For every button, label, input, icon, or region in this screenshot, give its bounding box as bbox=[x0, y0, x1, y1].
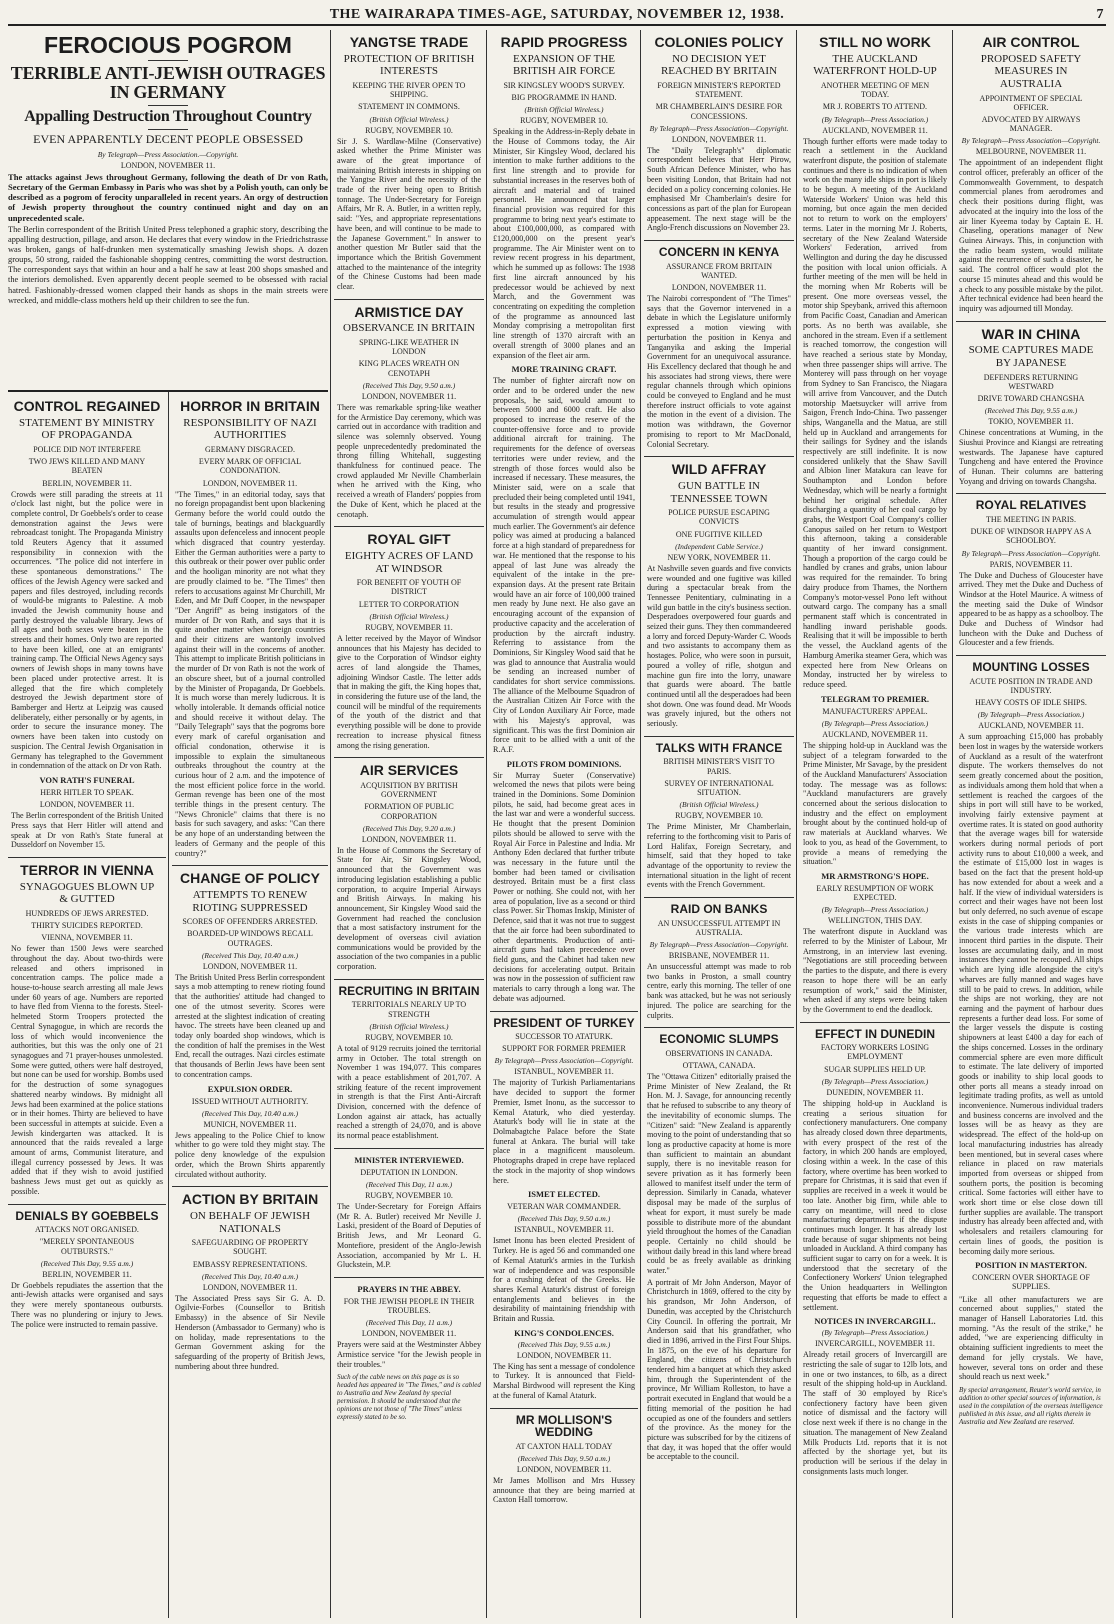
deck: DEFENDERS RETURNING WESTWARD bbox=[983, 372, 1079, 391]
story-terror-vienna bbox=[8, 858, 166, 1205]
source-line: (Received This Day, 10.40 a.m.) bbox=[201, 1108, 299, 1118]
article-body: At Nashville seven guards and five convicts were wounded and one fugitive was killed during a spectacular break from the Tennessee Penitentiary, culminating in a wild gun battle in the city's business section. Desperadoes overpowered four guards and seized their guns. They then commandeered a lorry and forced Deputy-Warder C. Woods and two assistants to accompany them as hostages. Police, who were soon in pursuit, poured a volley of rifle, shotgun and machine gun fire into the lorry, unaware that guards were aboard. The battle continued until all the desperadoes had been shot down. One was found dead. Mr Woods was gravely injured, but the others not seriously. bbox=[647, 563, 791, 729]
article-body: The Berlin correspondent of the British United Press says that Herr Hitler will attend and speak at Dr von Rath's State funeral at Dusseldorf on November 15. bbox=[11, 811, 163, 850]
source-line: By Telegraph—Press Association—Copyright. bbox=[649, 123, 789, 133]
article-body: Sir Murray Sueter (Conservative) welcomed the news that pilots were being trained in the Dominions. Some Dominion pilots, he said, had become great aces in the last war and were a wonderful success. He thought that the present Dominion pilots should be allowed to serve with the Royal Air Force in Palestine and India. Mr Anthony Eden declared that further tribute was necessary in the future until the bomber had been tamed or civilisation destroyed. Britain must be a first class Power or nothing. She could not, with her area of population, live as a second or third class Power. Sir Thomas Inskip, Minister of Defence, said that it was not true to suggest that the air force had been subordinated to other departments. Production of anti-aircraft guns had taken precedence over field guns, and the Cabinet had taken new decisions for accelerating output. Britain was now in the possession of sufficient raw materials to carry through a long war. The debate was adjourned. bbox=[493, 770, 635, 1003]
subheading: KING'S CONDOLENCES. bbox=[514, 1327, 614, 1338]
deck: MR J. ROBERTS TO ATTEND. bbox=[822, 102, 928, 112]
deck: EXPANSION OF THE BRITISH AIR FORCE bbox=[512, 52, 616, 78]
story-air-control bbox=[956, 30, 1106, 322]
dateline: BERLIN, NOVEMBER 11. bbox=[42, 1269, 132, 1279]
source-line: (British Official Wireless.) bbox=[369, 114, 449, 124]
deck: FOREIGN MINISTER'S REPORTED STATEMENT. bbox=[657, 80, 781, 100]
article-body: An unsuccessful attempt was made to rob two banks in Proston, a small country centre, early this morning. The teller of one bank was attacked, but he was not seriously injured. The police are searching for the culprits. bbox=[647, 961, 791, 1020]
deck: OBSERVANCE IN BRITAIN bbox=[343, 322, 475, 335]
dateline: BRISBANE, NOVEMBER 11. bbox=[668, 950, 770, 960]
deck: SCORES OF OFFENDERS ARRESTED. bbox=[182, 917, 318, 927]
dateline: PARIS, NOVEMBER 11. bbox=[989, 559, 1073, 569]
dateline: DUNEDIN, NOVEMBER 11. bbox=[826, 1087, 924, 1097]
headline: TALKS WITH FRANCE bbox=[655, 740, 783, 755]
subheading: MR ARMSTRONG'S HOPE. bbox=[821, 870, 929, 881]
article-body: Dr Goebbels repudiates the assertion that the anti-Jewish attacks were organised and says they were merely spontaneous outbursts. There was no plundering or injury to Jews. The police were instructed to remain passive. bbox=[11, 1280, 163, 1329]
source-line: (Received This Day, 9.50 a.m.) bbox=[517, 1214, 611, 1224]
divider bbox=[148, 129, 188, 130]
deck: PROPOSED SAFETY MEASURES IN AUSTRALIA bbox=[980, 52, 1082, 90]
deck: SAFEGUARDING OF PROPERTY SOUGHT. bbox=[191, 1238, 309, 1257]
deck: DRIVE TOWARD CHANGSHA bbox=[977, 393, 1085, 403]
deck: TERRITORIALS NEARLY UP TO STRENGTH bbox=[351, 1000, 467, 1019]
headline: RAPID PROGRESS bbox=[500, 34, 628, 50]
headline: AIR SERVICES bbox=[359, 762, 459, 779]
column-4 bbox=[490, 30, 638, 1618]
deck: STATEMENT BY MINISTRY OF PROPAGANDA bbox=[18, 416, 156, 442]
subheading: TELEGRAM TO PREMIER. bbox=[820, 693, 930, 704]
divider bbox=[148, 105, 188, 106]
subheading: EXPULSION ORDER. bbox=[207, 1083, 293, 1094]
column-rule bbox=[486, 30, 487, 1618]
story-action-britain bbox=[172, 1187, 328, 1378]
deck: DUKE OF WINDSOR HAPPY AS A SCHOOLBOY. bbox=[970, 527, 1092, 546]
dateline: OTTAWA, CANADA. bbox=[682, 1060, 756, 1070]
masthead bbox=[8, 6, 1106, 26]
page-number: 7 bbox=[1096, 7, 1104, 22]
source-line: By Telegraph—Press Association—Copyright. bbox=[961, 548, 1101, 558]
headline: PRESIDENT OF TURKEY bbox=[493, 1015, 635, 1030]
source-line: (By Telegraph—Press Association.) bbox=[821, 114, 929, 124]
source-line: By Telegraph—Press Association—Copyright. bbox=[961, 136, 1101, 146]
deck: LETTER TO CORPORATION bbox=[358, 599, 460, 609]
article-body: In the House of Commons the Secretary of State for Air, Sir Kingsley Wood, announced that the Government was introducing legislation establishing a public corporation, to acquire Imperial Airways and British Airways. In making his announcement, Sir Kingsley Wood said the Government had reached the conclusion that a most satisfactory instrument for the development of overseas civil aviation communications would be provided by the association of the two companies in a public corporation. bbox=[337, 845, 481, 972]
column-6 bbox=[800, 30, 950, 1618]
story-control-regained bbox=[8, 394, 166, 858]
story-war-china bbox=[956, 322, 1106, 495]
deck: ADVOCATED BY AIRWAYS MANAGER. bbox=[981, 114, 1081, 134]
source-line: (British Official Wireless.) bbox=[369, 1021, 449, 1031]
deck: TERRIBLE ANTI-JEWISH OUTRAGES IN GERMANY bbox=[10, 63, 326, 103]
deck: THE MEETING IN PARIS. bbox=[986, 514, 1076, 524]
headline: MR MOLLISON'S WEDDING bbox=[515, 1412, 613, 1440]
dateline: BERLIN, NOVEMBER 11. bbox=[42, 478, 132, 488]
deck: SUGAR SUPPLIES HELD UP. bbox=[824, 1064, 926, 1074]
deck: VETERAN WAR COMMANDER. bbox=[507, 1202, 621, 1212]
deck: FOR BENEFIT OF YOUTH OF DISTRICT bbox=[356, 578, 462, 597]
dateline: LONDON, NOVEMBER 11. bbox=[120, 160, 216, 170]
source-line: (Received This Day, 9.55 a.m.) bbox=[984, 406, 1078, 416]
subheading: PILOTS FROM DOMINIONS. bbox=[506, 758, 622, 769]
deck: MANUFACTURERS' APPEAL. bbox=[822, 706, 928, 716]
article-body: A letter received by the Mayor of Windsor announces that his Majesty has decided to give to the Corporation of Windsor eighty acres of land alongside the Thames, adjoining Windsor Castle. The letter adds that in making the gift, the King hopes that, in considering the future use of the land, the council will be mindful of the requirements of the youth of the district and that everything possible will be done to provide recreation to increase physical fitness among the rising generation. bbox=[337, 633, 481, 750]
headline: ACTION BY BRITAIN bbox=[181, 1191, 319, 1208]
deck: GUN BATTLE IN TENNESSEE TOWN bbox=[670, 479, 768, 505]
article-body: The Nairobi correspondent of "The Times" says that the Governor intervened in a debate in which the Legislature uniformly expressed a motion viewing with perturbation the position in Kenya and Tanganyika and asking the Imperial Government for an unequivocal assurance. His Excellency declared that though he and his associates had strong views, there were regular channels through which opinions could be conveyed to England and he must therefore instruct officials to vote against the motion in the event of a division. The motion was withdrawn, the Governor promising to report to Mr MacDonald, Colonial Secretary. bbox=[647, 294, 791, 449]
article-body: The shipping hold-up in Auckland is creating a serious situation for confectionery manufacturers. One company has already closed down three departments, with every prospect of the rest of the factory, in which 200 hands are employed, closing within a week. In the case of this factory, where overtime has been worked to prepare for Christmas, it is said that even if supplies are received in a week it would be too late. Another big firm, while able to carry on meantime, will need to close manufacturing departments if the dispute continues much longer. It has already lost trade because of sugar shipments not being unloaded in Auckland. A third company has sufficient sugar to carry on for a week. It is understood that the secretary of the Confectionery Workers' Union telegraphed the Union headquarters in Wellington requesting that efforts be made to effect a settlement. bbox=[803, 1098, 947, 1312]
article-body: Sir J. S. Wardlaw-Milne (Conservative) asked whether the Prime Minister was aware of the great importance of maintaining British interests in shipping on the Yangtse River and the necessity of the trade of the river being open to British tonnage. The Under-Secretary for Foreign Affairs, Mr R. A. Butler, in a written reply, said: "Yes, and appropriate representations have been, and will continue to be made to the Japanese Government." In answer to another question Mr Butler said that the importance which the British Government attached to the maintenance of the integrity of the Chinese Customs had been made clear. bbox=[337, 136, 481, 292]
story-horror-britain bbox=[172, 394, 328, 866]
deck: PROTECTION OF BRITISH INTERESTS bbox=[343, 52, 475, 78]
story-still-no-work bbox=[800, 30, 950, 1023]
column-rule bbox=[330, 30, 331, 1618]
headline: STILL NO WORK bbox=[819, 34, 931, 50]
deck: Appalling Destruction Throughout Country bbox=[24, 107, 312, 125]
article-body: The shipping hold-up in Auckland was the subject of a telegram forwarded to the Prime Minister, Mr Savage, by the president of the Auckland Manufacturers' Association today. The message was as follows: "Auckland manufacturers are gravely concerned about the serious dislocation to industry and the effect on employment brought about by the continued hold-up of raw materials at Auckland wharves. We look to you, as head of the Government, to provide a means of remedying the situation." bbox=[803, 740, 947, 867]
story-ferocious-pogrom bbox=[8, 30, 328, 392]
article-body: A total of 9129 recruits joined the territorial army in October. The total strength on November 1 was 194,077. This compares with a peace establishment of 201,707. A striking feature of the recent improvement in strength is that the First Anti-Aircraft Division, concerned with the defence of London against air attack, has actually reached a strength of 24,070, and is above its normal peace establishment. bbox=[337, 1043, 481, 1141]
headline: ROYAL GIFT bbox=[367, 531, 451, 548]
deck: THIRTY SUICIDES REPORTED. bbox=[31, 921, 143, 931]
deck: DEPUTATION IN LONDON. bbox=[360, 1167, 458, 1177]
dateline: MELBOURNE, NOVEMBER 11. bbox=[975, 147, 1087, 157]
article-body: The number of fighter aircraft now on order and to be ordered under the new proposals, he said, would amount to between 5000 and 6000 craft. He also proposed to increase the reserve of the counter-offensive force and to provide additional aircraft for training. The requirements for the defence of overseas territories were under review, and the strength of those forces would also be increased if necessary. These measures, the Minister said, were on a scale that precluded their being completed until 1941, but results in the steady and progressive accumulation of strength would appear much earlier. The Government's air defence policy was aimed at producing a balanced force at a high standard of preparedness for war. He mentioned that the response to his appeal of last June was already the equivalent of the intake in the pre-expansion days. At the present rate Britain would have an air force of 100,000 trained men ready by June next. He also gave an encouraging account of the expansion of productive capacity and the acceleration of production by the aircraft industry. Referring to assistance from the Dominions, Sir Kingsley Wood said that he was glad to announce that Australia would be sending an increased number of candidates for short service commissions. The alliance of the Melbourne Squadron of the Australian Citizen Air Force with the City of London Auxiliary Air Force, made with his Majesty's approval, was significant. This was the first Dominion air force unit to be allied with a unit of the R.A.F. bbox=[493, 376, 635, 754]
article-body: The Prime Minister, Mr Chamberlain, referring to the forthcoming visit to Paris of Lord Halifax, Foreign Secretary, and himself, said that they hoped to take advantage of the opportunity to review the international situation in the light of recent events with the French Government. bbox=[647, 822, 791, 890]
story-armistice-day bbox=[334, 300, 484, 528]
source-line: (By Telegraph—Press Association.) bbox=[821, 1076, 929, 1086]
dateline: LONDON, NOVEMBER 11. bbox=[671, 283, 767, 293]
deck: NO DECISION YET REACHED BY BRITAIN bbox=[660, 52, 778, 78]
deck: BRITISH MINISTER'S VISIT TO PARIS. bbox=[663, 757, 775, 776]
deck: BOARDED-UP WINDOWS RECALL OUTRAGES. bbox=[187, 929, 313, 948]
deck: CONCERN OVER SHORTAGE OF SUPPLIES. bbox=[972, 1273, 1090, 1292]
deck: AN UNSUCCESSFUL ATTEMPT IN AUSTRALIA. bbox=[657, 918, 781, 937]
headline: RAID ON BANKS bbox=[670, 902, 768, 917]
article-body: A portrait of Mr John Anderson, Mayor of Christchurch in 1869, offered to the city by his grandson, Mr John Anderson, of Dunedin, was accepted by the Christchurch City Council. In offering the portrait, Mr Anderson said that his grandfather, who died in 1896, arrived in the First Four Ships. In 1875, on the eve of his departure for England, the citizens of Christchurch tendered him a banquet at which they asked him, through the Superintendent of the province, Mr William Rolleston, to have a portrait executed in England that would be a fitting memorial of the position he had occupied as one of the founders and settlers of the province. As the money for the picture was subscribed for by the citizens of that day, it was hoped that the offer would be acceptable to the council. bbox=[647, 1277, 791, 1462]
source-line: By Telegraph—Press Association—Copyright. bbox=[494, 1056, 634, 1066]
article-body: The waterfront dispute in Auckland was referred to by the Minister of Labour, Mr Armstrong, in an interview last evening. "Negotiations are still proceeding between the parties to the dispute, and there is every reason to hope there will be an early resumption of work," said the Minister, when asked if any steps were being taken by the Government to end the deadlock. bbox=[803, 927, 947, 1014]
dateline: WELLINGTON, THIS DAY. bbox=[828, 916, 922, 926]
source-line: (British Official Wireless.) bbox=[524, 105, 604, 115]
deck: SPRING-LIKE WEATHER IN LONDON bbox=[359, 338, 459, 357]
article-body: The British United Press Berlin correspondent says a mob attempting to renew rioting found that the authorities' attitude had changed to one of the utmost severity. Scores were arrested at the slightest indication of creating havoc. The streets have been cleaned up and today only boarded shop windows, which is the condition of half the premises in the West End, recall the outrages. Nazi circles estimate that thousands of Berlin Jews have been sent to concentration camps. bbox=[175, 972, 325, 1079]
dateline: ISTANBUL, NOVEMBER 11. bbox=[514, 1067, 614, 1077]
article-body: The Berlin correspondent of the British United Press telephoned a graphic story, describing the appalling destruction, pillage, and arson. He declares that every window in the Friedrichstrasse was broken, gangs of half-drunken men systematically smashing Jewish shops. A dozen groups, 50 strong, raided the fashionable shopping centres, committing the worst destruction. The correspondent says that within an hour and a half he saw at least 200 shops smashed and the interiors demolished. Even apparently decent people seemed to be obsessed with racial hatred. Fashionably-dressed women clapped their hands as shops in the main streets were wrecked, and middle-class mothers held up their children to see the fun. bbox=[8, 225, 328, 305]
story-mollison-wedding bbox=[490, 1409, 638, 1512]
dateline: NEW YORK, NOVEMBER 11. bbox=[667, 552, 771, 562]
headline: CHANGE OF POLICY bbox=[179, 870, 320, 887]
deck: FORMATION OF PUBLIC CORPORATION bbox=[364, 802, 454, 821]
article-lead: The attacks against Jews throughout Germany, following the death of Dr von Rath, Secretary of the German Embassy in Paris who was shot by a Polish youth, can only be described as a pogrom of ferocity unparalleled in recent years. An orgy of destruction of Jewish property throughout the country continued night and day on an unprecedented scale. bbox=[8, 171, 328, 223]
article-body: The majority of Turkish Parliamentarians have decided to support the former Premier, Ismet Inonu, as the successor to Kemal Ataturk, who died yesterday. Ataturk's body will lie in state at the Dolmabagtche Palace before the State funeral at Ankara. The burial will take place in a magnificent mausoleum. Photographs draped in crepe have replaced the stock in the majority of shop windows here. bbox=[493, 1078, 635, 1185]
headline: ECONOMIC SLUMPS bbox=[659, 1032, 779, 1047]
story-minister-interviewed bbox=[334, 1149, 484, 1278]
story-royal-gift bbox=[334, 527, 484, 758]
deck: "MERELY SPONTANEOUS OUTBURSTS." bbox=[39, 1237, 135, 1256]
dateline: RUGBY, NOVEMBER 10. bbox=[365, 125, 453, 135]
deck: ISSUED WITHOUT AUTHORITY. bbox=[191, 1096, 309, 1106]
article-body: The "Ottawa Citizen" editorially praised the Prime Minister of New Zealand, the Rt Hon. M. J. Savage, for announcing recently that he refused to subscribe to any theory of the inevitability of economic slumps. The "Citizen" said: "New Zealand is apparently moving to the point of understanding that so long as productive capacity at home is more than sufficient to maintain an abundant supply, there is no inevitable reason for severe privation as it has formerly been allowed to manifest itself under the term of depression. Similarly in Canada, whatever disposal may be made of the surplus of wheat for export, it must surely be made possible to distribute more of the abundant yield throughout the homes of the Canadian people. Certainly no child should be without daily bread in this land where bread could be as freely available as drinking water." bbox=[647, 1071, 791, 1276]
deck: ATTEMPTS TO RENEW RIOTING SUPPRESSED bbox=[192, 888, 308, 914]
deck: AT CAXTON HALL TODAY bbox=[515, 1441, 613, 1451]
dateline: LONDON, NOVEMBER 11. bbox=[202, 1282, 298, 1292]
deck: SYNAGOGUES BLOWN UP & GUTTED bbox=[19, 880, 155, 906]
deck: ACUTE POSITION IN TRADE AND INDUSTRY. bbox=[969, 676, 1093, 695]
column-7 bbox=[956, 30, 1106, 1618]
deck: EMBASSY REPRESENTATIONS. bbox=[192, 1259, 308, 1269]
column-5 bbox=[644, 30, 794, 1618]
subheading: ISMET ELECTED. bbox=[527, 1189, 601, 1200]
story-rapid-progress bbox=[490, 30, 638, 1012]
dateline: RUGBY, NOVEMBER 10. bbox=[520, 116, 608, 126]
subheading: PRAYERS IN THE ABBEY. bbox=[357, 1283, 461, 1294]
article-body: "The Times," in an editorial today, says that no foreign propagandist bent upon blackening Germany before the world could outdo the tale of burnings, beatings and blackguardly assaults upon defenceless and innocent people which disgraced that country yesterday. Either the German authorities were a party to this outbreak or their power over public order and the hooligan minority are not what they are proudly claimed to be. "The Times" then refers to accusations against Mr Churchill, Mr Eden, and Mr Duff Cooper, in the newspaper "Der Angriff" as being instigators of the murder of Dr von Rath, and says that it is quite another matter when foreign countries and their citizens are wantonly involved against their will in the concerns of another. This attempt to implicate British politicians in the murder of Dr von Rath is not the work of an obscure sheet, but of a journal controlled by the Minister of Propaganda, Dr Goebbels. It is much worse than merely ludicrous. It is wholly intolerable. It demands official notice and should receive it without delay. The "Daily Telegraph" says that the pogroms bore every mark of careful organisation and official condonation, otherwise it is impossible to explain the simultaneous outbreaks throughout the country at the curious hour of 2 a.m. and the impotence of the most efficient police force in the world. German revenge has been one of the most terrible things in the present century. The "News Chronicle" claims that there is no basis for such savagery, and asks: "Can there be any hope of an understanding between the leaders of Germany and the people of this country?" bbox=[175, 489, 325, 858]
article-body: Speaking in the Address-in-Reply debate in the House of Commons today, the Air Minister, Sir Kingsley Wood, declared his intention to make further additions to the first line strength and to provide for substantial increases in the reserves both of aircraft and material and of trained personnel. He announced that larger financial provision was required for this programme to bring next year's estimate to about £100,000,000, as compared with £120,000,000 on the present year's programme. The Air Minister went on to review recent progress in his department, which he summed up as follows: The 1938 first line aircraft announced by his predecessor would be achieved by next March, and the Government was concentrating on expediting the completion of the programme as announced last Monday comprising a metropolitan first line strength of 1370 aircraft with an overall strength of 3000 planes and an expansion of the fleet air arm. bbox=[493, 127, 635, 360]
article-body: Prayers were said at the Westminster Abbey Armistice service "for the Jewish people in their troubles." bbox=[337, 1340, 481, 1369]
column-rule bbox=[796, 30, 797, 1618]
story-change-policy bbox=[172, 866, 328, 1187]
column-rule bbox=[168, 392, 169, 1618]
deck: STATEMENT IN COMMONS. bbox=[358, 102, 460, 112]
headline: CONTROL REGAINED bbox=[13, 398, 161, 414]
deck: APPOINTMENT OF SPECIAL OFFICER. bbox=[979, 93, 1083, 112]
headline: RECRUITING IN BRITAIN bbox=[338, 983, 480, 998]
deck: KEEPING THE RIVER OPEN TO SHIPPING. bbox=[352, 80, 466, 100]
story-concern-kenya bbox=[644, 241, 794, 457]
source-line: By Telegraph—Press Association—Copyright. bbox=[649, 939, 789, 949]
deck: THE AUCKLAND WATERFRONT HOLD-UP bbox=[813, 52, 937, 78]
article-body: Crowds were still parading the streets at 11 o'clock last night, but the police were in complete control, Dr Goebbels's order to cease demonstration against the Jews were rebroadcast tonight. The Propaganda Ministry told Reuters Agency that it assumed responsibility in connexion with the occurrences. "The police did not interfere in these spontaneous demonstrations." The offices of the Jewish Agency were sacked and papers and files destroyed, including records of would-be migrants to Palestine. A mob invaded the Jewish community house and partly destroyed the valuable library. Jews of all ages and both sexes were beaten in the streets and their homes. Only two are reported to have been killed, one at an emigrants' training camp. The Official News Agency says owners of Jewish shops in many towns have been placed under protective arrest. It is alleged that the fire which completely destroyed the Jewish department store of Bamberger and Hertz at Leipzig was caused deliberately, either personally or by agents, in order to secure the insurance money. The owners have been taken into custody on suspicion. The Central Jewish Organisation in Germany has telegraphed to the Government in condemnation of the attack on Dr von Rath. bbox=[11, 489, 163, 771]
headline: ARMISTICE DAY bbox=[354, 303, 464, 320]
dateline: LONDON, NOVEMBER 11. bbox=[361, 391, 457, 401]
article-body: The Duke and Duchess of Gloucester have arrived. They met the Duke and Duchess of Windsor at the Hotel Maurice. A witness of the meeting said the Duke of Windsor appeared to be as happy as a schoolboy. The Duke and Duchess of Windsor had luncheon with the Duke and Duchess of Gloucester and a few friends. bbox=[959, 570, 1103, 648]
headline: HORROR IN BRITAIN bbox=[180, 398, 320, 414]
article-body: "Like all other manufacturers we are concerned about supplies," stated the manager of Hansell Laboratories Ltd. this morning. "As the result of the strike," he added, "we are experiencing difficulty in obtaining sufficient ingredients to meet the demand for jelly crystals. We have, however, several tons on order and these should reach us next week." bbox=[959, 1294, 1103, 1382]
source-line: (British Official Wireless.) bbox=[369, 611, 449, 621]
story-air-services bbox=[334, 758, 484, 980]
headline: AIR CONTROL bbox=[982, 34, 1080, 50]
dateline: INVERCARGILL, NOVEMBER 11. bbox=[815, 1339, 935, 1349]
article-body: Already retail grocers of Invercargill are restricting the sale of sugar to 12lb lots, and in one or two instances, to 6lb, as a direct result of the shipping hold-up in Auckland. The staff of 30 employed by Rice's confectionery factory have been given notice of dismissal and the factory will close next week if there is no change in the situation. The management of New Zealand Milk Products Ltd. reports that it is not affected by the shortage yet, but its production will be serious if the delay in consignments lasts much longer. bbox=[803, 1350, 947, 1476]
deck: HEAVY COSTS OF IDLE SHIPS. bbox=[975, 698, 1087, 708]
column-1 bbox=[8, 394, 166, 1618]
source-line: (Independent Cable Service.) bbox=[675, 541, 763, 551]
source-line: (Received This Day, 11 a.m.) bbox=[365, 1318, 453, 1328]
deck: POLICE PURSUE ESCAPING CONVICTS bbox=[668, 508, 770, 527]
column-rule bbox=[952, 30, 953, 1618]
source-line: (Received This Day, 9.20 a.m.) bbox=[362, 823, 456, 833]
dateline: AUCKLAND, NOVEMBER 11. bbox=[822, 729, 928, 739]
article-body: A sum approaching £15,000 has probably been lost in wages by the waterside workers of Auckland as a result of the waterfront dispute. The workers themselves do not seem greatly concerned about the position, as individuals among them hold that when a settlement is reached the cargoes of the ships in port will still have to be worked, involving fairly extensive payment at overtime rates. It is stated on good authority that the average wages bill for waterside workers during normal periods of port activity runs to about £10,000 a week, and the estimate of £15,000 lost in wages is based on the fact that the present hold-up has now extended for about a week and a half. If the view of individual watersiders is correct and their wages have not been lost but only deferred, no such avenue of escape exists in the case of shipping companies or the various trade interests which are innocent third parties in the dispute. Their losses are accumulating daily, and in most instances they cannot be recouped. All ships which are lying idle alongside the city's wharves are fully manned and wages have still to be paid to crews. In addition, while the ships are not working, they are not earning and the payment of harbour dues represents a further dead loss. For some of the larger vessels the dispute is costing shipowners at least £400 a day for each of the ships concerned. Losses in the ordinary commercial sphere are even more difficult to estimate. The late delivery of imported goods or inability to ship local goods to other ports all means a steady inroad on legitimate trading profits, as well as untold inconvenience. Numerous individual traders and business concerns are involved and the losses will be as heavy as they are widespread. The effect of the hold-up on local manufacturing industries has already been mentioned, but in several cases where reliance in placed on raw materials imported from overseas or shipped from southern ports, the position is becoming critical. Some factories will either have to work short time or else close down till further supplies are available. The transport industry has already been affected and, with wholesalers and retailers clamouring for certain lines of goods, the position is becoming daily more serious. bbox=[959, 732, 1103, 1256]
deck: BIG PROGRAMME IN HAND. bbox=[511, 93, 617, 103]
source-line: (Received This Day, 9.55 a.m.) bbox=[517, 1339, 611, 1349]
headline: WAR IN CHINA bbox=[981, 325, 1081, 342]
dateline: TOKIO, NOVEMBER 11. bbox=[988, 417, 1074, 427]
deck: EARLY RESUMPTION OF WORK EXPECTED. bbox=[816, 883, 934, 903]
deck: ASSURANCE FROM BRITAIN WANTED. bbox=[665, 261, 773, 280]
deck: OBSERVATIONS IN CANADA. bbox=[665, 1048, 773, 1058]
subheading: NOTICES IN INVERCARGILL. bbox=[814, 1316, 936, 1327]
article-body: Chinese concentrations at Wuming, in the Siushui Province and Kiangsi are retreating westwards. The Japanese have captured Tungcheng and have entered the Province of Hunan. Their columns are battering Yoyang and driving on towards Changsha. bbox=[959, 428, 1103, 486]
headline: TERROR IN VIENNA bbox=[20, 861, 154, 878]
story-yangtse-trade bbox=[334, 30, 484, 300]
story-prayers-abbey bbox=[334, 1278, 484, 1426]
dateline: RUGBY, NOVEMBER 11. bbox=[365, 622, 453, 632]
deck: SUCCESSOR TO ATATURK. bbox=[515, 1032, 613, 1042]
dateline: ISTANBUL, NOVEMBER 11. bbox=[514, 1225, 614, 1235]
deck: HUNDREDS OF JEWS ARRESTED. bbox=[25, 908, 149, 918]
deck: EVERY MARK OF OFFICIAL CONDONATION. bbox=[198, 457, 302, 476]
article-body: The Under-Secretary for Foreign Affairs (Mr R. A. Butler) received Mr Neville J. Laski, president of the Board of Deputies of British Jews, and Mr Leonard G. Montefiore, president of the Anglo-Jewish Association, accompanied by Mr L. H. Gluckstein, M.P. bbox=[337, 1202, 481, 1270]
subheading: MINISTER INTERVIEWED. bbox=[354, 1154, 464, 1165]
deck: SOME CAPTURES MADE BY JAPANESE bbox=[968, 344, 1094, 369]
source-line: (By Telegraph—Press Association.) bbox=[977, 710, 1085, 720]
deck: FACTORY WORKERS LOSING EMPLOYMENT bbox=[820, 1043, 930, 1062]
dateline: VIENNA, NOVEMBER 11. bbox=[41, 933, 133, 943]
article-body: No fewer than 1500 Jews were searched throughout the day. About two-thirds were released and others imprisoned in concentration camps. The police made a house-to-house search arresting all male Jews under 60 years of age. Numbers are reported to have fled from Vienna to the forests. Steel-helmeted Storm Troopers protected the Central Synagogue, in which are records the loss of which would inconvenience the authorities, but this was the only one of 21 synagogues and 71 prayer-houses unmolested. Some were gutted, others were half destroyed, but none can be used for worship. Bombs used for the destruction of some synagogues shattered nearby windows. By midnight all Jews had been exarmined at the police stations or in their homes. Thirty are believed to have been successful in attempts at suicide. Even a Jewish kindergarten was attacked. It is announced that the raids revealed a large amount of arms, Communist literature, and illegal currency possessed by Jews. It was added that if they wish to avoid justified bashness Jews must get out as quickly as possible. bbox=[11, 944, 163, 1196]
column-2 bbox=[172, 394, 328, 1618]
headline: YANGTSE TRADE bbox=[349, 34, 469, 50]
deck: ACQUISITION BY BRITISH GOVERNMENT bbox=[360, 780, 458, 800]
dateline: RUGBY, NOVEMBER 10. bbox=[365, 1191, 453, 1201]
dateline: LONDON, NOVEMBER 11. bbox=[361, 1329, 457, 1339]
article-body: The King has sent a message of condolence to Turkey. It is announced that Field-Marshal Birdwood will represent the King at the funeral of Kamal Ataturk. bbox=[493, 1361, 635, 1400]
deck: TWO JEWS KILLED AND MANY BEATEN bbox=[28, 457, 146, 476]
source-line: (Received This Day, 9.50 a.m.) bbox=[517, 1453, 611, 1463]
source-line: (Received This Day, 9.50 a.m.) bbox=[362, 380, 456, 390]
deck: POLICE DID NOT INTERFERE bbox=[33, 444, 141, 454]
deck: ATTACKS NOT ORGANISED. bbox=[35, 1225, 139, 1235]
dateline: AUCKLAND, NOVEMBER 11. bbox=[822, 125, 928, 135]
headline: MOUNTING LOSSES bbox=[972, 660, 1090, 675]
dateline: RUGBY, NOVEMBER 10. bbox=[365, 1032, 453, 1042]
dateline: LONDON, NOVEMBER 11. bbox=[202, 961, 298, 971]
article-body: Ismet Inonu has been elected President of Turkey. He is aged 56 and commanded one of Kemal Ataturk's armies in the Turkish war of independence and was responsible for a crushing defeat of the Greeks. He shares Kemal Ataturk's distrust of foreign entanglements and believes in the desirability of maintaining friendship with Britain and Russia. bbox=[493, 1236, 635, 1324]
dateline: RUGBY, NOVEMBER 10. bbox=[675, 811, 763, 821]
subheading: VON RATH'S FUNERAL bbox=[39, 774, 135, 785]
source-line: (British Official Wireless.) bbox=[679, 800, 759, 810]
article-body: There was remarkable spring-like weather for the Armistice Day ceremony, which was carried out in accordance with tradition and silence was solemnly observed. Young people unprecedentedly predominated the throng filling Whitehall, suggesting thankfulness for continued peace. The crowd applauded Mr Neville Chamberlain when he arrived with the King, who received a wreath of Flanders' poppies from the Duke of Kent, which he placed at the cenotaph. bbox=[337, 402, 481, 519]
article-body: The Associated Press says Sir G. A. D. Ogilvie-Forbes (Counsellor to British Embassy) in the absence of Sir Nevile Henderson (Ambassador to Germany) who is on holiday, made representations to the German Government asking for the safeguarding of the property of British Jews, numbering about three hundred. bbox=[175, 1293, 325, 1371]
source-line: (Received This Day, 9.55 a.m.) bbox=[40, 1258, 134, 1268]
dateline: LONDON, NOVEMBER 11. bbox=[39, 800, 135, 810]
column-rule bbox=[640, 30, 641, 1618]
source-line: (By Telegraph—Press Association.) bbox=[821, 718, 929, 728]
deck: GERMANY DISGRACED. bbox=[205, 444, 295, 454]
deck: ANOTHER MEETING OF MEN TODAY. bbox=[820, 80, 930, 100]
dateline: MUNICH, NOVEMBER 11. bbox=[203, 1119, 297, 1129]
deck: SUPPORT FOR FORMER PREMIER bbox=[502, 1044, 626, 1054]
story-wild-affray bbox=[644, 457, 794, 736]
story-effect-dunedin bbox=[800, 1023, 950, 1484]
headline: ROYAL RELATIVES bbox=[975, 498, 1087, 513]
story-recruiting-britain bbox=[334, 980, 484, 1149]
deck: FOR THE JEWISH PEOPLE IN THEIR TROUBLES. bbox=[343, 1296, 475, 1316]
article-body: Jews appealing to the Police Chief to know whither to go were told they might stay. The police deny knowledge of the expulsion order, which the Brown Shirts apparently circulated without authority. bbox=[175, 1130, 325, 1179]
divider bbox=[148, 60, 188, 61]
story-mounting-losses bbox=[956, 656, 1106, 1431]
dateline: LONDON, NOVEMBER 11. bbox=[516, 1350, 612, 1360]
story-denials-goebbels bbox=[8, 1205, 166, 1337]
headline: FEROCIOUS POGROM bbox=[44, 32, 292, 58]
story-economic-slumps bbox=[644, 1028, 794, 1469]
article-body: The "Daily Telegraph's" diplomatic correspondent believes that Herr Pirow, South African Defence Minister, who has been visiting London, that Britain had not decided on a policy concerning colonies. He emphasised Mr Chamberlain's desire for concessions as part of the plan for European appeasement. The next stage will be the Anglo-French discussions on November 23. bbox=[647, 145, 791, 233]
article-body: Mr James Mollison and Mrs Hussey announce that they are being married at Caxton Hall tomorrow. bbox=[493, 1475, 635, 1505]
source-line: (Received This Day, 11 a.m.) bbox=[365, 1180, 453, 1190]
deck: EVEN APPARENTLY DECENT PEOPLE OBSESSED bbox=[33, 131, 303, 146]
source-line: (By Telegraph—Press Association.) bbox=[821, 905, 929, 915]
dateline: LONDON, NOVEMBER 11. bbox=[671, 134, 767, 144]
story-president-turkey bbox=[490, 1012, 638, 1409]
deck: SIR KINGSLEY WOOD'S SURVEY. bbox=[503, 80, 625, 90]
deck: SURVEY OF INTERNATIONAL SITUATION. bbox=[664, 778, 774, 797]
footnote: By special arrangement, Reuter's world service, in addition to other special sources of information, is used in the compilation of the overseas intelligence published in this issue, and all rights therein in Australia and New Zealand are reserved. bbox=[959, 1385, 1103, 1426]
source-line: By Telegraph—Press Association.—Copyright. bbox=[97, 149, 239, 159]
story-colonies-policy bbox=[644, 30, 794, 241]
source-line: (Received This Day, 10.40 a.m.) bbox=[201, 950, 299, 960]
deck: EIGHTY ACRES OF LAND AT WINDSOR bbox=[344, 549, 474, 575]
article-body: Though further efforts were made today to reach a settlement in the Auckland waterfront dispute, the position of stalemate continues and there is no indication of when work on the many idle ships in port is likely to be begun. A meeting of the Auckland Waterside Workers' Union was held this morning, but once again the men decided not to return to work on the employers' terms. Later in the morning Mr J. Roberts, secretary of the New Zealand Waterside Workers' Federation, arrived from Wellington and during the day he discussed the position with local union officials. A further meeting of the men will be held in the morning when Mr Roberts will be present. One more overseas vessel, the motor ship Speybank, arrived this afternoon from Pacific Coast, Canadian and American ports. As no berth was available, she anchored in the stream. Even if a settlement is reached tomorrow, the congestion will have reached a serious state by Monday, when three passenger ships will arrive. The Monterey will pass through on her voyage from Sydney to San Francisco, the Niagara will arrive from Vancouver, and the Dutch motorship Maetsuycker will arrive from Saigon, French Indo-China. Two passenger ships, Wanganella and the Matua, are still held up in Auckland and arrangements for their sailings for Sydney and the islands respectively are still indefinite. It is now considered unlikely that the Shaw Savill and Albion liner Matakura can leave for Southampton and London before Wednesday, which will be nearly a fortnight behind her original schedule. After discharging a quantity of her coal cargo by grabs, the Westport Coal Company's collier Canopus sailed on her return to Westport this afternoon, taking a considerable quantity of her inward consignment. Though a proportion of the cargo could be handled by cranes and grabs, union labour was required for the remainder. To bring dairy produce from Thames, the Northern Company's motor-vessel Pono left without outward cargo. The company has a small permanent staff which is concentrated in handling inward perishable goods. Realising that it will be impossible to berth the vessel, the Auckland agents of the Hamburg Amerika steamer Gera, which was expected here from New Orleans on Monday, instructed her by wireless to reduce speed. bbox=[803, 136, 947, 689]
deck: ONE FUGITIVE KILLED bbox=[675, 529, 763, 539]
story-talks-france bbox=[644, 737, 794, 898]
footnote: Such of the cable news on this page as is so headed has appeared in "The Times," and is cabled to Australia and New Zealand by special permission. It should be understood that the opinions are not those of "The Times" unless expressly stated to be so. bbox=[337, 1373, 481, 1422]
headline: CONCERN IN KENYA bbox=[658, 245, 780, 260]
dateline: LONDON, NOVEMBER 11. bbox=[202, 478, 298, 488]
source-line: (By Telegraph—Press Association.) bbox=[821, 1328, 929, 1338]
headline: WILD AFFRAY bbox=[671, 461, 767, 478]
article-body: The appointment of an independent flight control officer, preferably an officer of the Commonwealth Government, to despatch commercial planes from aerodromes and check their positions during flight, was advocated at the inquiry into the loss of the air liner Kyeema today by Captain E. H. Chaseling, operations manager of New Guinea Airways. This, in conjunction with the radio beam system, would militate against the recurrence of such a disaster, he said. The control officer would plot the course 15 minutes ahead and this would be a check to any possible mistake by the pilot. After technical evidence had been heard the inquiry was adjourned till Monday. bbox=[959, 158, 1103, 313]
newspaper-title: THE WAIRARAPA TIMES-AGE, SATURDAY, NOVEMBER 12, 1938. bbox=[329, 7, 785, 22]
deck: HERR HITLER TO SPEAK. bbox=[40, 787, 134, 797]
source-line: (Received This Day, 10.40 a.m.) bbox=[201, 1271, 299, 1281]
deck: RESPONSIBILITY OF NAZI AUTHORITIES bbox=[183, 416, 317, 442]
deck: ON BEHALF OF JEWISH NATIONALS bbox=[189, 1209, 311, 1235]
subheading: POSITION IN MASTERTON. bbox=[975, 1260, 1087, 1271]
dateline: LONDON, NOVEMBER 11. bbox=[361, 834, 457, 844]
headline: COLONIES POLICY bbox=[654, 34, 784, 50]
headline: EFFECT IN DUNEDIN bbox=[815, 1026, 935, 1041]
dateline: AUCKLAND, NOVEMBER 11. bbox=[978, 721, 1084, 731]
column-3 bbox=[334, 30, 484, 1618]
deck: MR CHAMBERLAIN'S DESIRE FOR CONCESSIONS. bbox=[655, 102, 783, 121]
deck: KING PLACES WREATH ON CENOTAPH bbox=[358, 359, 460, 378]
headline: DENIALS BY GOEBBELS bbox=[15, 1208, 159, 1223]
story-royal-relatives bbox=[956, 494, 1106, 656]
story-raid-banks bbox=[644, 898, 794, 1028]
dateline: LONDON, NOVEMBER 11. bbox=[516, 1464, 612, 1474]
subheading: MORE TRAINING CRAFT. bbox=[511, 364, 617, 375]
